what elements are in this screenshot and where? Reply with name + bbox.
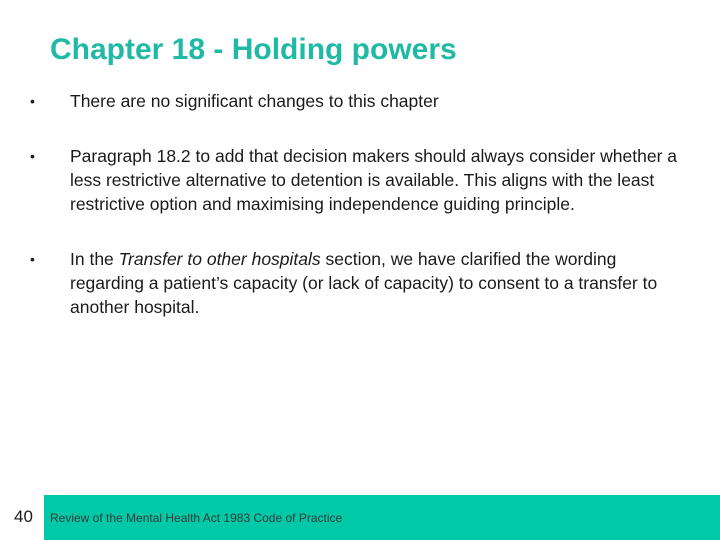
bullet-icon: •	[30, 148, 35, 164]
bullet-text-pre: In the	[70, 249, 119, 269]
page-number: 40	[14, 507, 33, 526]
page-number-box	[0, 495, 44, 540]
bullet-list	[30, 89, 680, 350]
footer-text: Review of the Mental Health Act 1983 Code of Practice	[50, 511, 343, 525]
footer-bar	[0, 495, 720, 540]
bullet-icon: •	[30, 93, 35, 109]
bullet-item	[30, 247, 680, 319]
slide-title: Chapter 18 - Holding powers	[50, 33, 457, 66]
section-name: Transfer to other hospitals	[118, 249, 321, 269]
bullet-item	[30, 144, 680, 216]
bullet-item	[30, 89, 680, 113]
bullet-text: Paragraph 18.2 to add that decision makers should always consider whether a less restrictive alternative to detention is available. This aligns with the least restrictive option and maximising independence guiding principle.	[70, 146, 678, 214]
bullet-text-post: section, we have clarified the wording regarding a patient’s capacity (or lack of capacity) to consent to a transfer to another hospital.	[70, 249, 658, 317]
bullet-text: There are no significant changes to this chapter	[70, 91, 439, 111]
bullet-icon: •	[30, 251, 35, 267]
